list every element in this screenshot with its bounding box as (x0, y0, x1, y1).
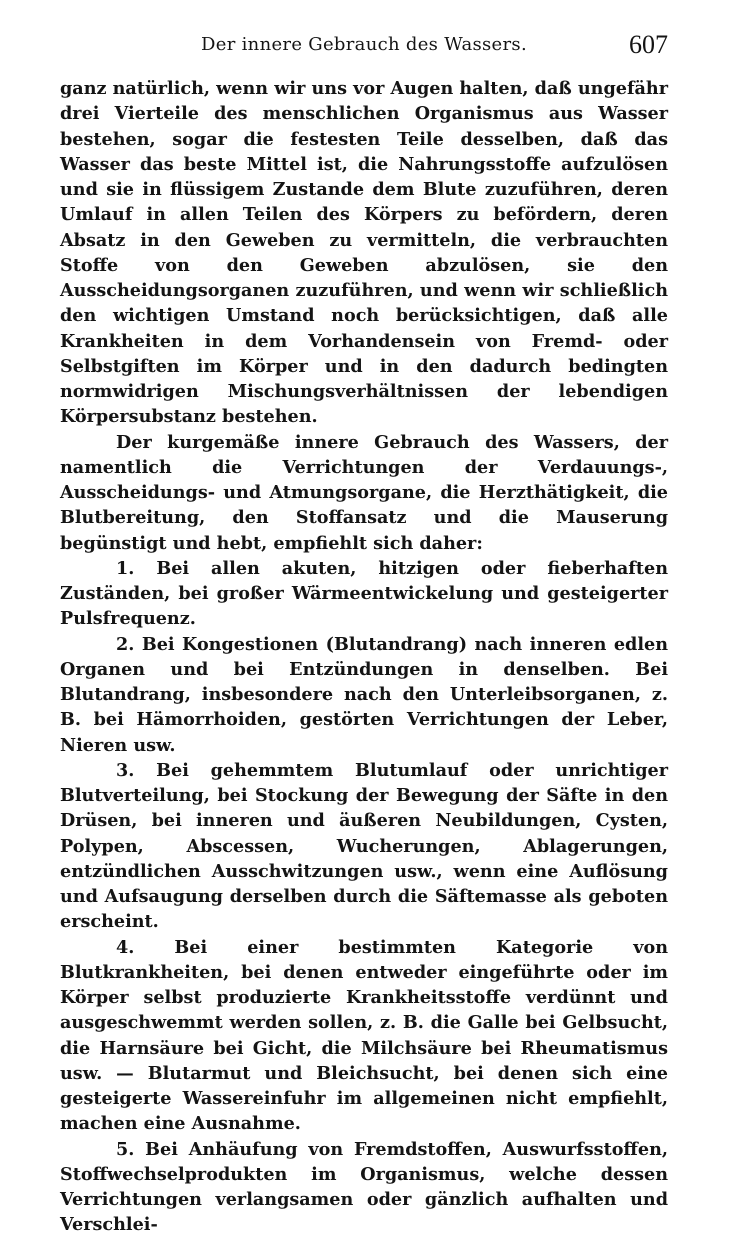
paragraph-continuation: ganz natürlich, wenn wir uns vor Augen halten, daß ungefähr drei Vierteile des menschlichen Organismus aus Wasser bestehen, sogar die festesten Teile desselben, daß das Wasser das beste Mittel ist, die Nahrungsstoffe aufzulösen und sie in flüssigem Zustande dem Blute zuzuführen, deren Umlauf in allen Teilen des Körpers zu befördern, deren Absatz in den Geweben zu vermitteln, die verbrauchten Stoffe von den Geweben abzulösen, sie den Ausscheidungsorganen zuzuführen, und wenn wir schließlich den wichtigen Umstand noch berücksichtigen, daß alle Krankheiten in dem Vorhandensein von Fremd- oder Selbstgiften im Körper und in den dadurch bedingten normwidrigen Mischungsverhältnissen der lebendigen Körpersubstanz bestehen. (60, 78, 668, 428)
list-item-4: 4. Bei einer bestimmten Kategorie von Blutkrankheiten, bei denen entweder eingeführte oder im Körper selbst produzierte Krankheitsstoffe verdünnt und ausgeschwemmt werden sollen, z. B. die Galle bei Gelbsucht, die Harnsäure bei Gicht, die Milchsäure bei Rheumatismus usw. — Blutarmut und Bleichsucht, bei denen sich eine gesteigerte Wassereinfuhr im allgemeinen nicht empfiehlt, machen eine Ausnahme. (60, 936, 668, 1135)
running-title: Der innere Gebrauch des Wassers. (201, 34, 527, 55)
list-item-1: 1. Bei allen akuten, hitzigen oder fieberhaften Zuständen, bei großer Wärmeentwickelung und gesteigerter Pulsfrequenz. (60, 557, 668, 630)
body-text (60, 76, 668, 1238)
page-number: 607 (629, 30, 668, 59)
list-item-2: 2. Bei Kongestionen (Blutandrang) nach inneren edlen Organen und bei Entzündungen in denselben. Bei Blutandrang, insbesondere nach den Unterleibsorganen, z. B. bei Hämorrhoiden, gestörten Verrichtungen der Leber, Nieren usw. (60, 633, 668, 756)
running-head (60, 30, 668, 60)
list-item-5: 5. Bei Anhäufung von Fremdstoffen, Auswurfsstoffen, Stoffwechselprodukten im Organismus, welche dessen Verrichtungen verlangsamen oder gänzlich aufhalten und Verschlei- (60, 1138, 668, 1236)
list-item-3: 3. Bei gehemmtem Blutumlauf oder unrichtiger Blutverteilung, bei Stockung der Bewegung der Säfte in den Drüsen, bei inneren und äußeren Neubildungen, Cysten, Polypen, Abscessen, Wucherungen, Ablagerungen, entzündlichen Ausschwitzungen usw., wenn eine Auflösung und Aufsaugung derselben durch die Säftemasse als geboten erscheint. (60, 759, 668, 933)
paragraph-intro: Der kurgemäße innere Gebrauch des Wassers, der namentlich die Verrichtungen der Verdauungs-, Ausscheidungs- und Atmungsorgane, die Herzthätigkeit, die Blutbereitung, den Stoffansatz und die Mauserung begünstigt und hebt, empfiehlt sich daher: (60, 431, 668, 554)
